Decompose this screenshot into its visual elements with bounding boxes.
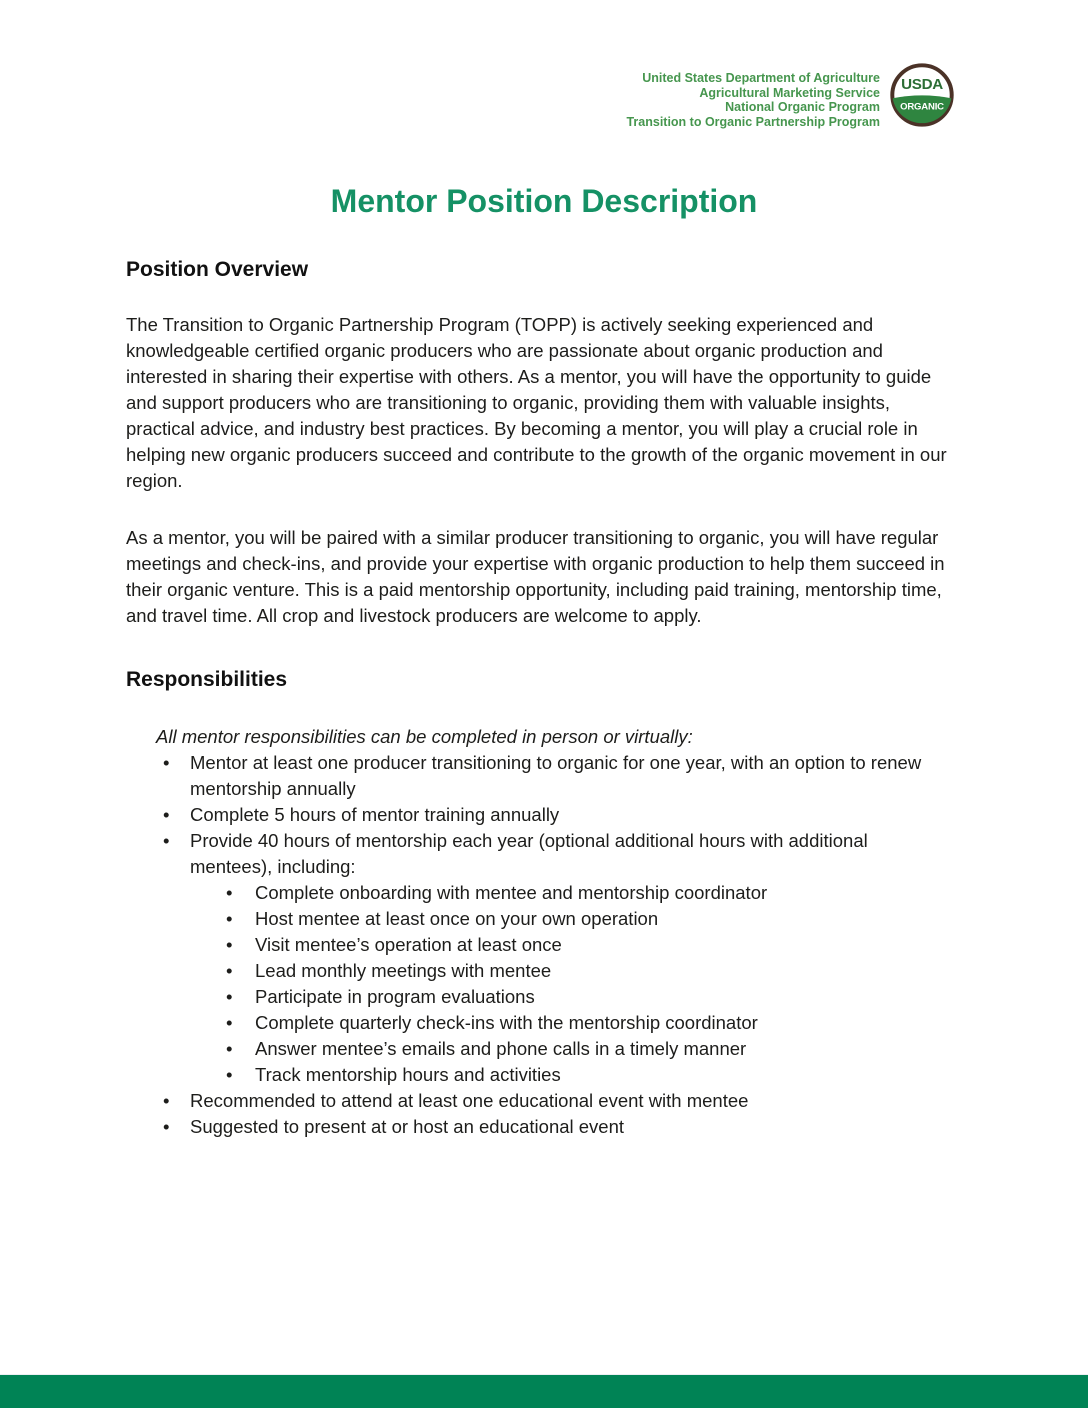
list-item-text: Track mentorship hours and activities [255, 1064, 561, 1085]
list-item-text: Recommended to attend at least one educational event with mentee [190, 1090, 749, 1111]
usda-org-lines [626, 62, 880, 129]
seal-organic-text: ORGANIC [900, 101, 944, 113]
page-title: Mentor Position Description [330, 183, 758, 219]
org-line: Agricultural Marketing Service [699, 85, 880, 100]
list-item-text: Complete 5 hours of mentor training annually [190, 804, 560, 825]
overview-paragraph-1: The Transition to Organic Partnership Program (TOPP) is actively seeking experienced and knowledgeable certified organic producers who are passionate about organic production and interested in sharing their expertise with others. As a mentor, you will have the opportunity to guide and support producers who are transitioning to organic, providing them with valuable insights, practical advice, and industry best practices. By becoming a mentor, you will play a crucial role in helping new organic producers succeed and contribute to the growth of the organic movement in our region. [126, 314, 947, 491]
org-line: United States Department of Agriculture [642, 71, 880, 85]
list-item [190, 958, 948, 984]
list-item-text: Complete quarterly check-ins with the mentorship coordinator [255, 1012, 758, 1033]
list-item [190, 1062, 948, 1088]
responsibilities-list [126, 750, 948, 1140]
list-item [126, 802, 948, 828]
list-item [190, 906, 948, 932]
list-item [190, 932, 948, 958]
list-item [190, 880, 948, 906]
list-item [190, 1010, 948, 1036]
responsibilities-heading: Responsibilities [126, 668, 288, 691]
list-item [126, 750, 948, 802]
list-item [190, 984, 948, 1010]
position-overview-heading: Position Overview [126, 258, 309, 281]
list-item [126, 1088, 948, 1114]
list-item [126, 1114, 948, 1140]
document-body [126, 259, 948, 1140]
org-line: National Organic Program [725, 100, 880, 114]
list-item-text: Visit mentee’s operation at least once [255, 934, 562, 955]
list-item-text: Participate in program evaluations [255, 986, 535, 1007]
footer-green-bar [0, 1374, 1088, 1408]
list-item-text: Suggested to present at or host an educational event [190, 1116, 625, 1137]
org-line: Transition to Organic Partnership Program [626, 114, 880, 129]
list-item-text: Mentor at least one producer transitioning to organic for one year, with an option to renew mentorship annually [190, 752, 922, 799]
usda-organic-seal-icon [889, 62, 955, 128]
list-item-text: Lead monthly meetings with mentee [255, 960, 552, 981]
list-item-text: Complete onboarding with mentee and mentorship coordinator [255, 882, 768, 903]
list-item [190, 1036, 948, 1062]
list-item-text: Answer mentee’s emails and phone calls in a timely manner [255, 1038, 747, 1059]
list-item [126, 828, 948, 1088]
section-position-overview [126, 259, 948, 629]
list-item-text: Provide 40 hours of mentorship each year (optional additional hours with additional mentees), including: [190, 830, 868, 877]
list-item-text: Host mentee at least once on your own operation [255, 908, 659, 929]
section-responsibilities [126, 669, 948, 1140]
mentorship-sublist [190, 880, 948, 1088]
usda-header [0, 0, 1088, 129]
seal-usda-text: USDA [901, 76, 943, 94]
overview-paragraph-2: As a mentor, you will be paired with a similar producer transitioning to organic, you will have regular meetings and check-ins, and provide your expertise with organic production to help them succeed in their organic venture. This is a paid mentorship opportunity, including paid training, mentorship time, and travel time. All crop and livestock producers are welcome to apply. [126, 527, 945, 626]
responsibilities-intro: All mentor responsibilities can be completed in person or virtually: [156, 726, 693, 747]
